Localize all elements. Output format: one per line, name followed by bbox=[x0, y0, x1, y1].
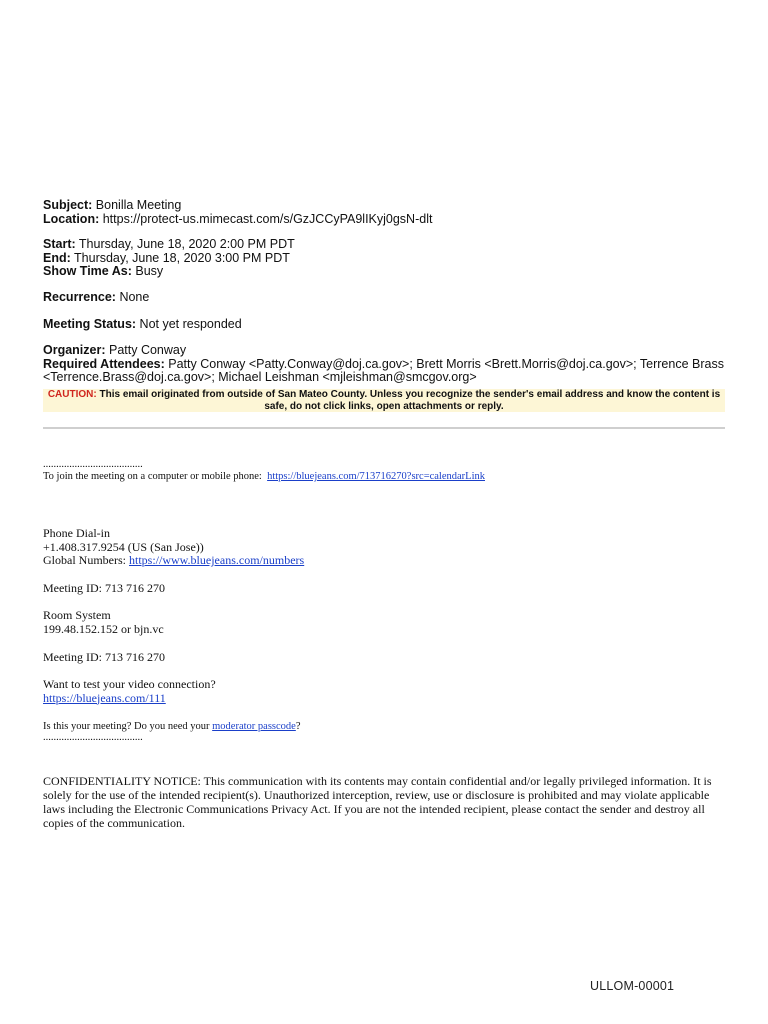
subject-row bbox=[43, 199, 733, 213]
join-block bbox=[43, 460, 733, 484]
time-block bbox=[43, 238, 733, 279]
meeting-status-value: Not yet responded bbox=[139, 317, 242, 331]
start-row bbox=[43, 238, 733, 252]
confidentiality-notice: CONFIDENTIALITY NOTICE: This communication with its contents may contain confidential and/or legally privileged information. It is solely for the use of the intended recipient(s). Unauthorized interception, review, use or disclosure is prohibited and may violate applicable laws including the Electronic Communications Privacy Act. If you are not the intended recipient, please contact the sender and destroy all copies of the communication. bbox=[43, 774, 712, 830]
required-attendees-row bbox=[43, 358, 733, 372]
join-row bbox=[43, 470, 733, 484]
passcode-question-mark: ? bbox=[295, 721, 301, 732]
passcode-block bbox=[43, 720, 733, 742]
test-text: Want to test your video connection? bbox=[43, 677, 216, 691]
caution-text-1: This email originated from outside of San Mateo County. Unless you recognize the sender's email address and know the content is bbox=[99, 389, 721, 400]
dots-separator-end: ...................................... bbox=[43, 731, 143, 743]
caution-line1 bbox=[43, 389, 725, 401]
meeting-status-label: Meeting Status: bbox=[43, 317, 137, 331]
phone-number: +1.408.317.9254 (US (San Jose)) bbox=[43, 539, 204, 554]
caution-banner bbox=[43, 389, 725, 412]
subject-value: Bonilla Meeting bbox=[95, 198, 182, 212]
caution-label: CAUTION: bbox=[47, 389, 97, 400]
dots-separator: ...................................... bbox=[43, 459, 143, 470]
show-time-label: Show Time As: bbox=[43, 264, 132, 278]
global-numbers-label: Global Numbers: bbox=[43, 553, 126, 567]
join-text: To join the meeting on a computer or mobile phone: bbox=[43, 471, 262, 482]
bates-number: ULLOM-00001 bbox=[590, 979, 675, 993]
organizer-block bbox=[43, 344, 733, 385]
global-numbers-link[interactable]: https://www.bluejeans.com/numbers bbox=[129, 553, 305, 567]
recurrence-label: Recurrence: bbox=[43, 290, 116, 304]
organizer-label: Organizer: bbox=[43, 343, 106, 357]
divider bbox=[43, 427, 725, 429]
passcode-text: Is this your meeting? Do you need your bbox=[43, 721, 210, 732]
global-numbers-row bbox=[43, 554, 733, 568]
required-attendees-line2: <Terrence.Brass@doj.ca.gov>; Michael Leishman <mjleishman@smcgov.org> bbox=[43, 370, 477, 384]
location-value: https://protect-us.mimecast.com/s/GzJCCyPA9lIKyj0gsN-dlt bbox=[102, 211, 433, 226]
recurrence-value: None bbox=[119, 290, 150, 304]
phone-block bbox=[43, 527, 733, 568]
location-label: Location: bbox=[43, 211, 100, 226]
passcode-row bbox=[43, 720, 733, 734]
end-row bbox=[43, 252, 733, 266]
show-time-value: Busy bbox=[135, 264, 164, 278]
required-attendees-label: Required Attendees: bbox=[43, 356, 165, 371]
meeting-status-row bbox=[43, 318, 733, 332]
recurrence-row bbox=[43, 291, 733, 305]
email-header bbox=[43, 199, 733, 226]
room-address: 199.48.152.152 or bjn.vc bbox=[43, 621, 164, 636]
meeting-id-2: Meeting ID: 713 716 270 bbox=[43, 650, 165, 664]
organizer-value: Patty Conway bbox=[109, 343, 187, 357]
location-row bbox=[43, 213, 733, 227]
room-heading: Room System bbox=[43, 608, 111, 622]
show-time-row bbox=[43, 265, 733, 279]
phone-heading: Phone Dial-in bbox=[43, 526, 110, 540]
join-meeting-link[interactable]: https://bluejeans.com/713716270?src=calendarLink bbox=[267, 471, 485, 482]
moderator-passcode-link[interactable]: moderator passcode bbox=[212, 721, 296, 732]
test-connection-link[interactable]: https://bluejeans.com/111 bbox=[43, 690, 166, 705]
caution-text-2: safe, do not click links, open attachments or reply. bbox=[264, 400, 504, 412]
required-attendees-line1: Patty Conway <Patty.Conway@doj.ca.gov>; Brett Morris <Brett.Morris@doj.ca.gov>; Terrence Brass bbox=[168, 356, 724, 371]
organizer-row bbox=[43, 344, 733, 358]
subject-label: Subject: bbox=[43, 198, 93, 212]
start-value: Thursday, June 18, 2020 2:00 PM PDT bbox=[78, 237, 295, 251]
start-label: Start: bbox=[43, 237, 76, 251]
end-label: End: bbox=[43, 250, 71, 265]
meeting-id-1: Meeting ID: 713 716 270 bbox=[43, 581, 165, 595]
room-block bbox=[43, 609, 733, 636]
end-value: Thursday, June 18, 2020 3:00 PM PDT bbox=[74, 250, 290, 265]
test-block bbox=[43, 678, 733, 705]
